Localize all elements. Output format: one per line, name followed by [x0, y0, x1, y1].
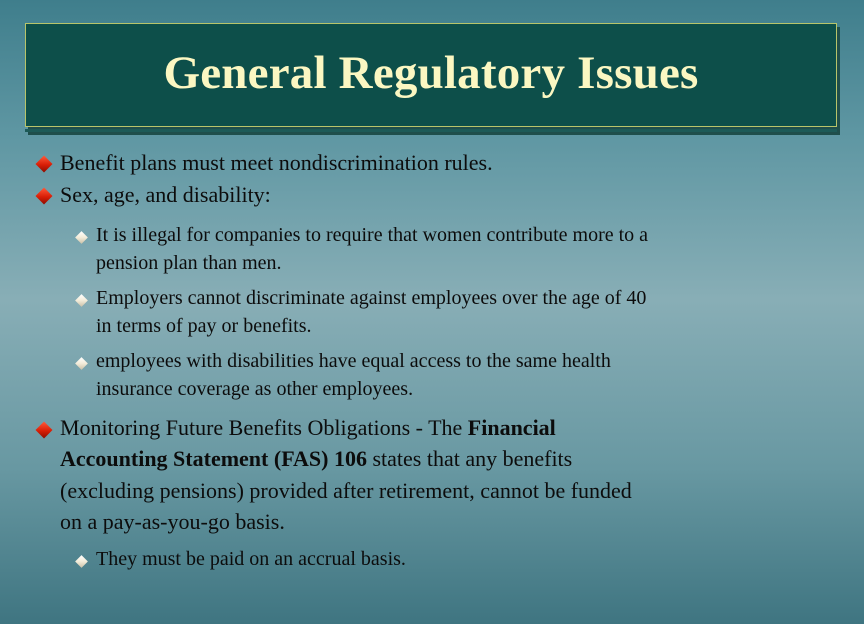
bullet-nondiscrimination: Benefit plans must meet nondiscrimination rules. [60, 150, 493, 175]
slide-title: General Regulatory Issues [163, 47, 699, 99]
diamond-subbullet-icon [75, 231, 88, 244]
fas106-states: states that any benefits [366, 446, 573, 471]
diamond-bullet-icon [36, 188, 53, 205]
bullet-fas106-line4: on a pay-as-you-go basis. [60, 509, 285, 534]
fas106-bold-financial: Financial [467, 415, 556, 440]
bullet-fas106-line1 [60, 413, 850, 443]
subbullet-women-pension-line2: pension plan than men. [96, 252, 282, 274]
subbullet-women-pension-line1: It is illegal for companies to require that women contribute more to a [96, 224, 649, 246]
diamond-subbullet-icon [75, 357, 88, 370]
subbullet-disabilities-line1: employees with disabilities have equal access to the same health [96, 350, 611, 372]
diamond-subbullet-icon [75, 294, 88, 307]
bullet-fas106-line3: (excluding pensions) provided after retirement, cannot be funded [60, 478, 632, 503]
bullet-fas106-line2 [60, 444, 850, 474]
fas106-prefix: Monitoring Future Benefits Obligations - The [60, 415, 468, 440]
subbullet-age-40-line1: Employers cannot discriminate against employees over the age of 40 [96, 287, 647, 309]
diamond-subbullet-icon [75, 555, 88, 568]
diamond-bullet-icon [36, 422, 53, 439]
diamond-bullet-icon [36, 156, 53, 173]
subbullet-age-40-line2: in terms of pay or benefits. [96, 315, 312, 337]
subbullet-accrual: They must be paid on an accrual basis. [96, 548, 406, 570]
fas106-bold-statement: Accounting Statement (FAS) 106 [60, 446, 367, 471]
bullet-sex-age-disability: Sex, age, and disability: [60, 182, 271, 207]
subbullet-disabilities-line2: insurance coverage as other employees. [96, 378, 414, 400]
